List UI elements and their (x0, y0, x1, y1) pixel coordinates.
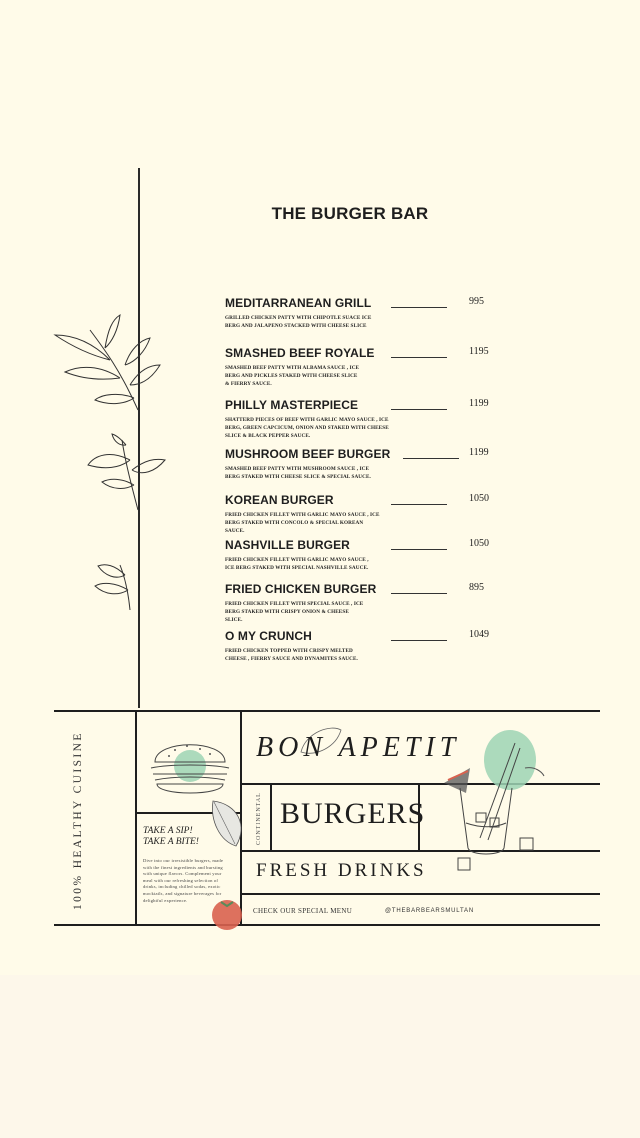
item-price: 1195 (469, 346, 489, 357)
healthy-cuisine-label: 100% HEALTHY CUISINE (72, 731, 84, 910)
item-name: MUSHROOM BEEF BURGER (225, 447, 391, 461)
menu-item (225, 493, 515, 535)
menu-item (225, 629, 515, 663)
item-name: MEDITARRANEAN GRILL (225, 296, 372, 310)
item-description: SMASHED BEEF PATTY WITH MUSHROOM SAUCE , ICE BERG STAKED WITH CHEESE SLICE & SPECIAL SAUCE. (225, 466, 371, 480)
continental-label: CONTINENTAL (256, 792, 262, 845)
item-description: SHATTERD PIECES OF BEEF WITH GARLIC MAYO SAUCE , ICE BERG, GREEN CAPCICUM, ONION AND STAKED WITH CHEESE SLICE & BLACK PEPPER SAUCE. (225, 417, 389, 439)
fresh-drinks-heading: FRESH DRINKS (256, 860, 427, 881)
lettuce-leaf-illustration (208, 796, 248, 851)
leader-line (391, 504, 447, 505)
item-price: 895 (469, 582, 484, 593)
leaf-branch-illustration (50, 310, 180, 610)
item-description: FRIED CHICKEN FILLET WITH SPECIAL SAUCE , ICE BERG STAKED WITH CRISPY ONION & CHEESE SLICE. (225, 601, 364, 623)
tagline (143, 826, 199, 848)
menu-item (225, 447, 515, 481)
leader-line (391, 409, 447, 410)
item-price: 1199 (469, 447, 489, 458)
item-name: KOREAN BURGER (225, 493, 334, 507)
item-name: O MY CRUNCH (225, 629, 312, 643)
leader-line (403, 458, 459, 459)
item-price: 1050 (469, 538, 489, 549)
menu-item (225, 538, 515, 572)
item-price: 1050 (469, 493, 489, 504)
item-name: SMASHED BEEF ROYALE (225, 346, 375, 360)
menu-item (225, 296, 515, 330)
banner-divider (135, 710, 137, 926)
item-name: NASHVILLE BURGER (225, 538, 350, 552)
blurb-text: Dive into our irresistible burgers, made with the finest ingredients and bursting with unique flavors. Complement your meal with our refreshing selection of drinks, including chilled sodas, exotic mocktails, and signature beverages for delightful experience. (143, 858, 224, 903)
leader-line (391, 593, 447, 594)
leader-line (391, 307, 447, 308)
menu-title: THE BURGER BAR (271, 204, 429, 223)
banner-rule (270, 783, 272, 850)
burgers-heading: BURGERS (280, 797, 426, 830)
burger-illustration (145, 724, 235, 804)
item-description: SMASHED BEEF PATTY WITH ALBAMA SAUCE , ICE BERG AND PICKLES STAKED WITH CHEESE SLICE & FIERRY SAUCE. (225, 365, 360, 387)
item-description: FRIED CHICKEN FILLET WITH GARLIC MAYO SAUCE , ICE BERG STAKED WITH SPECIAL NASHVILLE SAUCE. (225, 557, 369, 571)
menu-item (225, 346, 515, 388)
social-handle: @THEBARBEARSMULTAN (385, 908, 474, 914)
banner-rule (240, 893, 600, 895)
item-price: 1199 (469, 398, 489, 409)
item-name: PHILLY MASTERPIECE (225, 398, 359, 412)
leader-line (391, 640, 447, 641)
leader-line (391, 549, 447, 550)
check-menu-text: CHECK OUR SPECIAL MENU (253, 907, 353, 915)
bon-apetit-heading: BON APETIT (256, 732, 461, 763)
menu-item (225, 582, 515, 624)
item-name: FRIED CHICKEN BURGER (225, 582, 377, 596)
item-price: 1049 (469, 629, 489, 640)
item-price: 995 (469, 296, 484, 307)
item-description: GRILLED CHICKEN PATTY WITH CHIPOTLE SUACE ICE BERG AND JALAPENO STACKED WITH CHEESE SLICE (225, 315, 372, 329)
take-bite-text: TAKE A BITE! (143, 837, 199, 847)
menu-item (225, 398, 515, 440)
item-description: FRIED CHICKEN FILLET WITH GARLIC MAYO SAUCE , ICE BERG STAKED WITH CONCOLO & SPECIAL KOREAN SAUCE. (225, 512, 380, 534)
take-sip-text: TAKE A SIP! (143, 826, 193, 836)
item-description: FRIED CHICKEN TOPPED WITH CRISPY MELTED CHEESE , FIERRY SAUCE AND DYNAMITES SAUCE. (225, 648, 358, 662)
leader-line (391, 357, 447, 358)
